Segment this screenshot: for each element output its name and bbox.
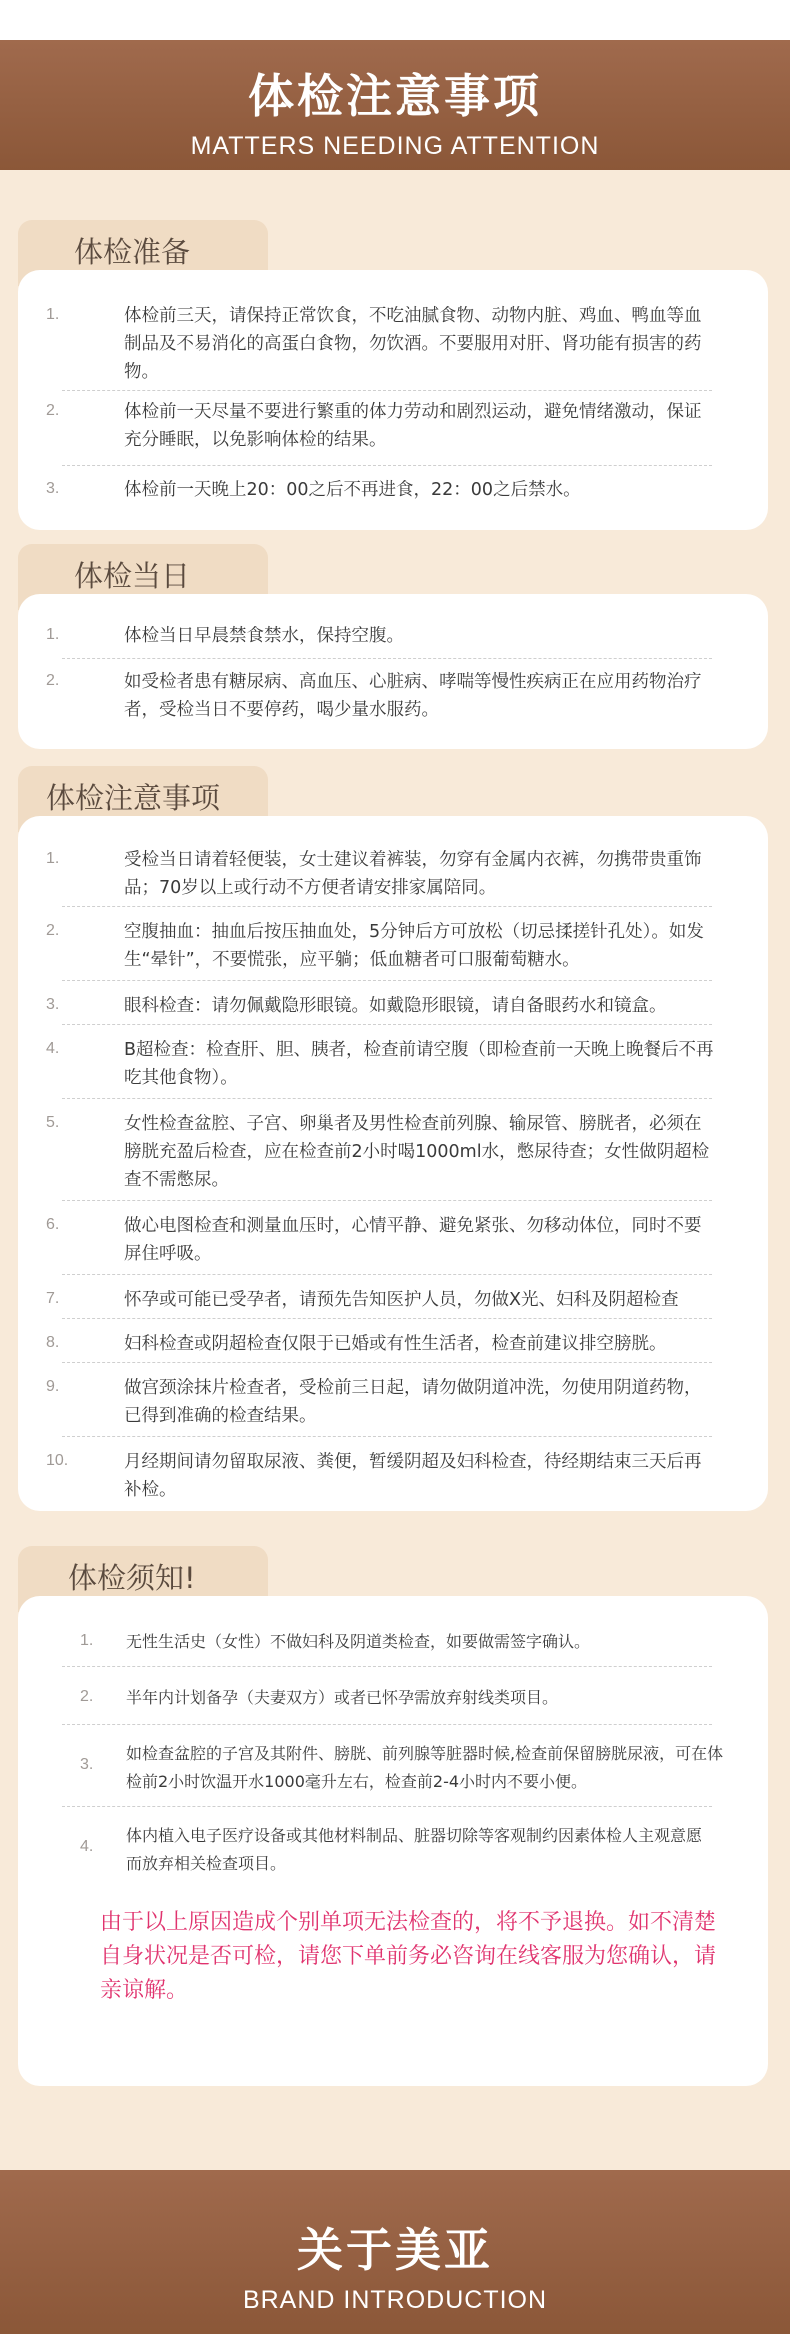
item-text: 无性生活史（女性）不做妇科及阴道类检查，如要做需签字确认。 [126, 1632, 591, 1651]
divider [62, 1724, 712, 1725]
item-number: 2. [80, 1688, 94, 1705]
list-item [18, 1290, 768, 1320]
item-text: 如受检者患有糖尿病、高血压、心脏病、哮喘等慢性疾病正在应用药物治疗者，受检当日不要停药，喝少量水服药。 [124, 672, 702, 720]
item-text: 空腹抽血：抽血后按压抽血处，5分钟后方可放松（切忌揉搓针孔处）。如发生“晕针”，不要慌张，应平躺；低血糖者可口服葡萄糖水。 [124, 922, 704, 970]
list-item [18, 672, 768, 728]
divider [62, 1362, 712, 1363]
section-precautions [18, 766, 768, 1516]
list-item [18, 1688, 768, 1718]
section-exam-day [18, 544, 768, 754]
item-number: 10. [46, 1452, 69, 1469]
item-text: 体检前一天晚上20：00之后不再进食，22：00之后禁水。 [124, 480, 581, 500]
list-item [18, 1334, 768, 1364]
section-title: 体检当日 [74, 559, 191, 593]
list-item [18, 306, 768, 390]
section-card [18, 594, 768, 749]
list-item [18, 1040, 768, 1096]
refund-warning: 由于以上原因造成个别单项无法检查的，将不予退换。如不清楚自身状况是否可检，请您下单前务必咨询在线客服为您确认，请亲谅解。 [100, 1910, 717, 2003]
item-text: 半年内计划备孕（夫妻双方）或者已怀孕需放弃射线类项目。 [126, 1688, 559, 1707]
section-card [18, 270, 768, 530]
item-text: 体检当日早晨禁食禁水，保持空腹。 [124, 626, 404, 646]
top-margin [0, 0, 790, 40]
item-number: 5. [46, 1114, 60, 1131]
footer-title: 关于美亚 [297, 2223, 493, 2277]
list-item [18, 922, 768, 978]
item-text: 怀孕或可能已受孕者，请预先告知医护人员，勿做X光、妇科及阴超检查 [124, 1290, 679, 1310]
item-number: 9. [46, 1378, 60, 1395]
divider [62, 906, 712, 907]
section-title: 体检注意事项 [46, 781, 221, 815]
page-subtitle: MATTERS NEEDING ATTENTION [190, 132, 600, 160]
list-item [18, 626, 768, 656]
item-number: 6. [46, 1216, 60, 1233]
brand-intro-banner [0, 2170, 790, 2334]
section-card [18, 816, 768, 1511]
item-text: 体检前一天尽量不要进行繁重的体力劳动和剧烈运动，避免情绪激动，保证充分睡眠，以免影响体检的结果。 [124, 402, 702, 450]
item-text: 体检前三天，请保持正常饮食，不吃油腻食物、动物内脏、鸡血、鸭血等血制品及不易消化的高蛋白食物，勿饮酒。不要服用对肝、肾功能有损害的药物。 [124, 306, 702, 382]
divider [62, 390, 712, 391]
item-number: 7. [46, 1290, 60, 1307]
list-item [18, 1744, 768, 1800]
item-text: 做宫颈涂抹片检查者，受检前三日起，请勿做阴道冲洗，勿使用阴道药物，已得到准确的检查结果。 [124, 1378, 702, 1426]
item-number: 1. [46, 626, 60, 643]
item-number: 8. [46, 1334, 60, 1351]
item-number: 2. [46, 402, 60, 419]
item-number: 1. [80, 1632, 94, 1649]
section-notice [18, 1546, 768, 2086]
item-number: 3. [46, 996, 60, 1013]
section-title: 体检准备 [74, 235, 191, 269]
section-card [18, 1596, 768, 2086]
item-number: 3. [46, 480, 60, 497]
list-item [18, 1378, 768, 1434]
list-item [18, 850, 768, 906]
item-number: 1. [46, 306, 60, 323]
item-text: 眼科检查：请勿佩戴隐形眼镜。如戴隐形眼镜，请自备眼药水和镜盒。 [124, 996, 667, 1016]
page-title: 体检注意事项 [248, 69, 542, 123]
item-text: 月经期间请勿留取尿液、粪便，暂缓阴超及妇科检查，待经期结束三天后再补检。 [124, 1452, 702, 1500]
list-item [18, 1826, 768, 1882]
divider [62, 1274, 712, 1275]
list-item [18, 480, 768, 510]
divider [62, 980, 712, 981]
item-number: 4. [80, 1838, 94, 1855]
item-text: 体内植入电子医疗设备或其他材料制品、脏器切除等客观制约因素体检人主观意愿而放弃相关检查项目。 [126, 1826, 703, 1873]
section-title: 体检须知! [68, 1561, 196, 1595]
divider [62, 658, 712, 659]
item-number: 2. [46, 922, 60, 939]
divider [62, 1024, 712, 1025]
section-preparation [18, 220, 768, 530]
footer-subtitle: BRAND INTRODUCTION [242, 2286, 548, 2314]
divider [62, 1200, 712, 1201]
item-text: 如检查盆腔的子宫及其附件、膀胱、前列腺等脏器时候,检查前保留膀胱尿液，可在体检前2小时饮温开水1000毫升左右，检查前2-4小时内不要小便。 [126, 1744, 724, 1791]
list-item [18, 1632, 768, 1662]
item-number: 3. [80, 1756, 94, 1773]
divider [62, 1806, 712, 1807]
item-text: 妇科检查或阴超检查仅限于已婚或有性生活者，检查前建议排空膀胱。 [124, 1334, 667, 1354]
item-text: 女性检查盆腔、子宫、卵巢者及男性检查前列腺、输尿管、膀胱者，必须在膀胱充盈后检查，应在检查前2小时喝1000ml水，憋尿待查；女性做阴超检查不需憋尿。 [124, 1114, 710, 1190]
list-item [18, 996, 768, 1026]
list-item [18, 1114, 768, 1198]
page-header-banner [0, 40, 790, 170]
divider [62, 1318, 712, 1319]
item-text: 做心电图检查和测量血压时，心情平静、避免紧张、勿移动体位，同时不要屏住呼吸。 [124, 1216, 702, 1264]
item-number: 2. [46, 672, 60, 689]
item-text: 受检当日请着轻便装，女士建议着裤装，勿穿有金属内衣裤，勿携带贵重饰品；70岁以上或行动不方便者请安排家属陪同。 [124, 850, 702, 898]
divider [62, 465, 712, 466]
divider [62, 1436, 712, 1437]
item-number: 4. [46, 1040, 60, 1057]
list-item [18, 1452, 768, 1508]
divider [62, 1666, 712, 1667]
list-item [18, 1216, 768, 1272]
item-number: 1. [46, 850, 60, 867]
divider [62, 1098, 712, 1099]
list-item [18, 402, 768, 458]
item-text: B超检查：检查肝、胆、胰者，检查前请空腹（即检查前一天晚上晚餐后不再吃其他食物）。 [124, 1040, 714, 1088]
